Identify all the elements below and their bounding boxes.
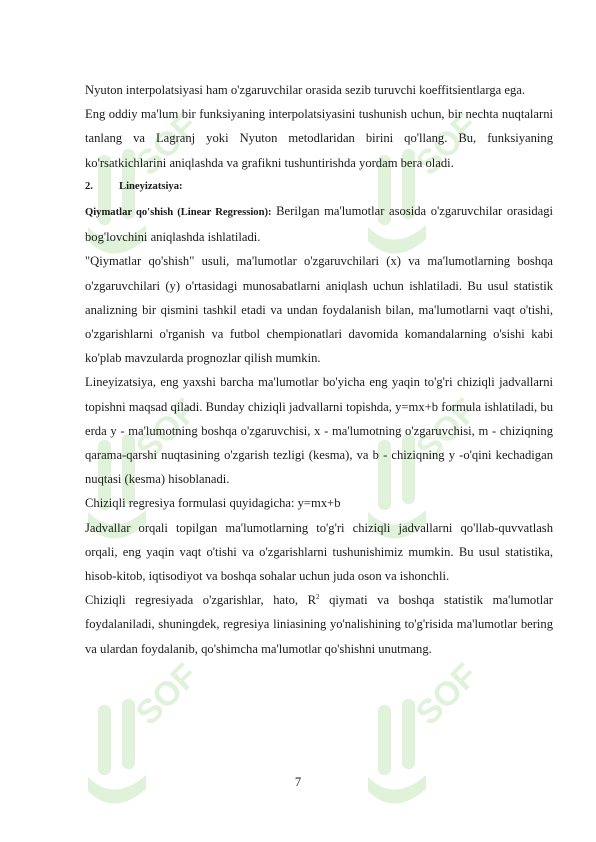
- paragraph: [85, 588, 553, 661]
- superscript: 2: [316, 593, 320, 602]
- paragraph: "Qiymatlar qo'shish" usuli, ma'lumotlar o'zgaruvchilari (x) va ma'lumotlarning boshqa o'zgaruvchilari (y) o'rtasidagi munosabatlarni aniqlash uchun ishlatiladi. Bu usul statistik analizning bir qismini tashkil etadi va undan foydalanish bilan, ma'lumotlarni vaqt o'tishi, o'zgarishlarni o'rganish va futbol chempionatlari davomida komandalarning o'sishi kabi ko'plab mavzularda prognozlar qilish mumkin.: [85, 254, 553, 366]
- section-number: 2.: [85, 180, 93, 192]
- paragraph: Jadvallar orqali topilgan ma'lumotlarning to'g'ri chiziqli jadvallarni qo'llab-quvvatlash orqali, eng yaqin vaqt o'tishi va o'zgarishlarni tushunishimiz mumkin. Bu usul statistika, hisob-kitob, iqtisodiyot va boshqa sohalar uchun juda oson va ishonchli.: [85, 520, 553, 584]
- paragraph: Lineyizatsiya, eng yaxshi barcha ma'lumotlar bo'yicha eng yaqin to'g'ri chiziqli jadvallarni topishni maqsad qiladi. Bunday chiziqli jadvallarni topishda, y=mx+b formula ishlatiladi, bu erda y - ma'lumotning boshqa o'zgaruvchisi, x - ma'lumotning o'zgaruvchisi, m - chiziqning qarama-qarshi nuqtasining o'zgarish tezligi (kesma), va b - chiziqning y -o'qini kechadigan nuqtasi (kesma) hisoblanadi.: [85, 375, 553, 487]
- paragraph-text: qiymati va boshqa statistik ma'lumotlar foydalaniladi, shuningdek, regresiya liniasining yo'nalishining to'g'risida ma'lumotlar bering va ulardan foydalanib, qo'shimcha ma'lumotlar qo'shishni unutmang.: [85, 593, 553, 656]
- section-title: Lineyizatsiya:: [119, 180, 183, 192]
- term-definition: Berilgan ma'lumotlar asosida o'zgaruvchilar orasidagi bog'lovchini aniqlashda ishlatiladi.: [85, 204, 553, 245]
- paragraph-text: Chiziqli regresiyada o'zgarishlar, hato, R: [85, 593, 317, 608]
- paragraph: Chiziqli regresiya formulasi quyidagicha: y=mx+b: [85, 496, 341, 511]
- page-number: 7: [294, 775, 302, 789]
- paragraph: Eng oddiy ma'lum bir funksiyaning interpolatsiyasini tushunish uchun, bir nechta nuqtalarni tanlang va Lagranj yoki Nyuton metodlaridan birini qo'llang. Bu, funksiyaning ko'rsatkichlarini aniqlashda va grafikni tushuntirishda yordam bera oladi.: [85, 107, 553, 170]
- section-heading: [85, 175, 553, 199]
- paragraph: Nyuton interpolatsiyasi ham o'zgaruvchilar orasida sezib turuvchi koeffitsientlarga ega.: [85, 83, 526, 97]
- paragraph: [85, 199, 553, 249]
- document-body: [85, 78, 553, 661]
- term-label: Qiymatlar qo'shish (Linear Regression):: [85, 207, 272, 219]
